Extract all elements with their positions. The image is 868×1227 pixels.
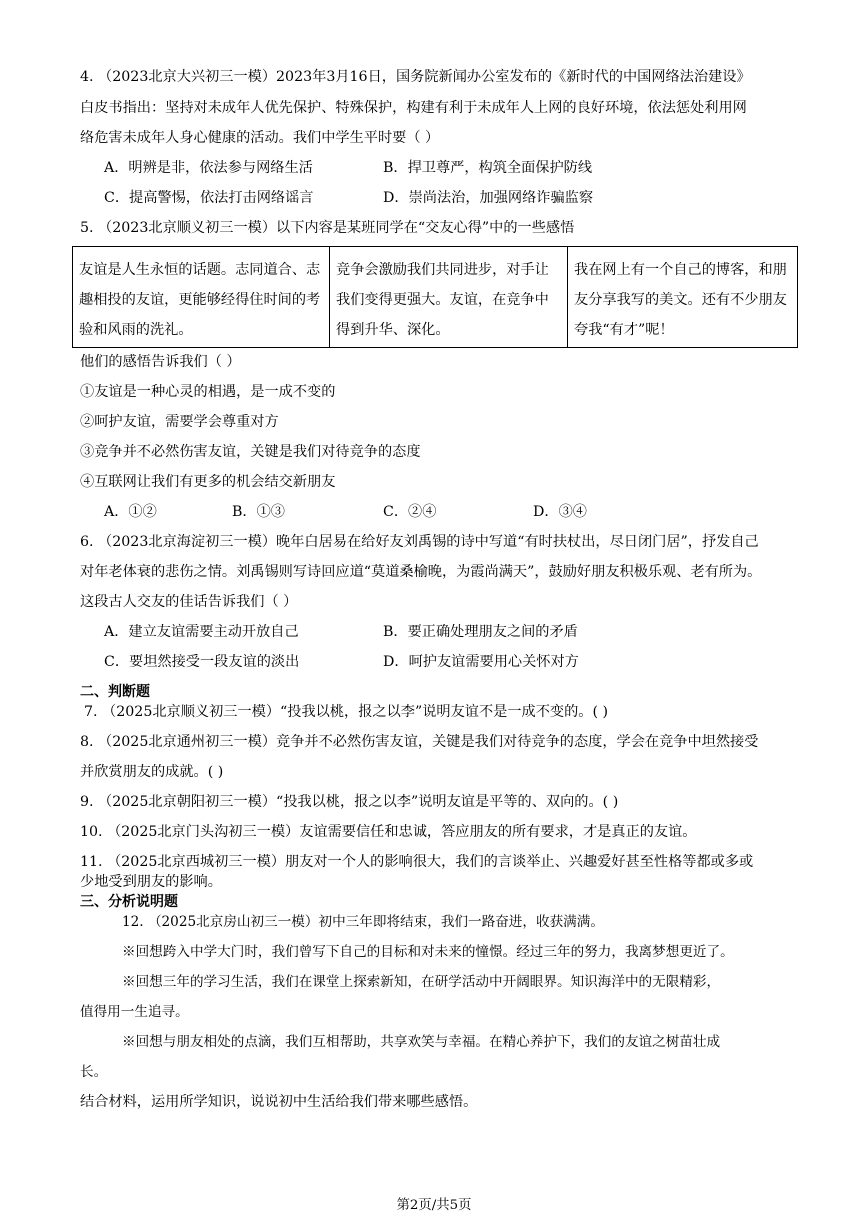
- q5-option-d: D．③④: [533, 504, 587, 520]
- q5-stem: 5. （2023北京顺义初三一模）以下内容是某班同学在“交友心得”中的一些感悟: [80, 220, 575, 236]
- q5-table-cell-3: 我在网上有一个自己的博客，和朋友分享我写的美文。还有不少朋友夸我“有才”呢！: [568, 247, 798, 348]
- q12-material-3-line-1: ※回想与朋友相处的点滴，我们互相帮助，共享欢笑与幸福。在精心养护下，我们的友谊之树苗壮成: [122, 1034, 721, 1050]
- q5-option-a: A．①②: [104, 504, 157, 520]
- q6-option-c: C．要坦然接受一段友谊的淡出: [104, 654, 300, 670]
- q6-line-3: 这段古人交友的佳话告诉我们（ ）: [80, 594, 298, 610]
- q6-line-1: 6. （2023北京海淀初三一模）晚年白居易在给好友刘禹锡的诗中写道“有时扶杖出，尽日闭门居”，抒发自己: [80, 534, 759, 550]
- q6-option-d: D．呵护友谊需要用心关怀对方: [383, 654, 579, 670]
- q4-option-a: A．明辨是非，依法参与网络生活: [104, 160, 313, 176]
- q12-material-2-line-2: 值得用一生追寻。: [80, 1004, 189, 1020]
- q12-task: 结合材料，运用所学知识，说说初中生活给我们带来哪些感悟。: [80, 1094, 478, 1110]
- q5-item-4: ④互联网让我们有更多的机会结交新朋友: [80, 474, 336, 490]
- q6-option-b: B．要正确处理朋友之间的矛盾: [383, 624, 578, 640]
- judge-item-8-line-2: 并欣赏朋友的成就。( ): [80, 764, 224, 780]
- section-2-title: 二、判断题: [80, 684, 150, 700]
- q4-option-b: B．捍卫尊严，构筑全面保护防线: [383, 160, 593, 176]
- judge-item-7: 7. （2025北京顺义初三一模）“投我以桃，报之以李”说明友谊不是一成不变的。( ): [84, 704, 609, 720]
- q5-table: [72, 246, 798, 348]
- q5-item-1: ①友谊是一种心灵的相遇，是一成不变的: [80, 384, 336, 400]
- q4-line-2: 白皮书指出：坚持对未成年人优先保护、特殊保护，构建有利于未成年人上网的良好环境，依法惩处利用网: [80, 100, 747, 116]
- q4-option-c: C．提高警惕，依法打击网络谣言: [104, 190, 314, 206]
- q5-table-cell-2: 竞争会激励我们共同进步，对手让我们变得更强大。友谊，在竞争中得到升华、深化。: [330, 247, 568, 348]
- q5-table-cell-1: 友谊是人生永恒的话题。志同道合、志趣相投的友谊，更能够经得住时间的考验和风雨的洗礼。: [73, 247, 330, 348]
- q12-material-2-line-1: ※回想三年的学习生活，我们在课堂上探索新知，在研学活动中开阔眼界。知识海洋中的无限精彩，: [122, 974, 721, 990]
- q12-material-1: ※回想跨入中学大门时，我们曾写下自己的目标和对未来的憧憬。经过三年的努力，我离梦想更近了。: [122, 944, 734, 960]
- judge-item-9: 9. （2025北京朝阳初三一模）“投我以桃，报之以李”说明友谊是平等的、双向的。( ): [80, 794, 619, 810]
- q5-prompt: 他们的感悟告诉我们（ ）: [80, 354, 241, 370]
- q5-item-2: ②呵护友谊，需要学会尊重对方: [80, 414, 279, 430]
- q6-option-a: A．建立友谊需要主动开放自己: [104, 624, 299, 640]
- judge-item-11-line-1: 11. （2025北京西城初三一模）朋友对一个人的影响很大，我们的言谈举止、兴趣爱好甚至性格等都或多或: [80, 854, 754, 870]
- q12-material-3-line-2: 长。: [80, 1064, 108, 1080]
- q4-option-d: D．崇尚法治，加强网络诈骗监察: [383, 190, 594, 206]
- q5-option-b: B．①③: [232, 504, 285, 520]
- page-footer: 第2页/共5页: [396, 1198, 472, 1213]
- section-3-title: 三、分析说明题: [80, 894, 178, 910]
- q4-line-1: 4. （2023北京大兴初三一模）2023年3月16日，国务院新闻办公室发布的《新时代的中国网络法治建设》: [80, 69, 751, 85]
- judge-item-8-line-1: 8. （2025北京通州初三一模）竞争并不必然伤害友谊，关键是我们对待竞争的态度，学会在竞争中坦然接受: [80, 734, 759, 750]
- q5-item-3: ③竞争并不必然伤害友谊，关键是我们对待竞争的态度: [80, 444, 421, 460]
- q6-line-2: 对年老体衰的悲伤之情。刘禹锡则写诗回应道“莫道桑榆晚，为霞尚满天”，鼓励好朋友积极乐观、老有所为。: [80, 564, 762, 580]
- q5-option-c: C．②④: [383, 504, 437, 520]
- judge-item-10: 10. （2025北京门头沟初三一模）友谊需要信任和忠诚，答应朋友的所有要求，才是真正的友谊。: [80, 824, 697, 840]
- q12-stem: 12. （2025北京房山初三一模）初中三年即将结束，我们一路奋进，收获满满。: [122, 914, 604, 930]
- q4-line-3: 络危害未成年人身心健康的活动。我们中学生平时要（ ）: [80, 130, 440, 146]
- judge-item-11-line-2: 少地受到朋友的影响。: [80, 874, 222, 890]
